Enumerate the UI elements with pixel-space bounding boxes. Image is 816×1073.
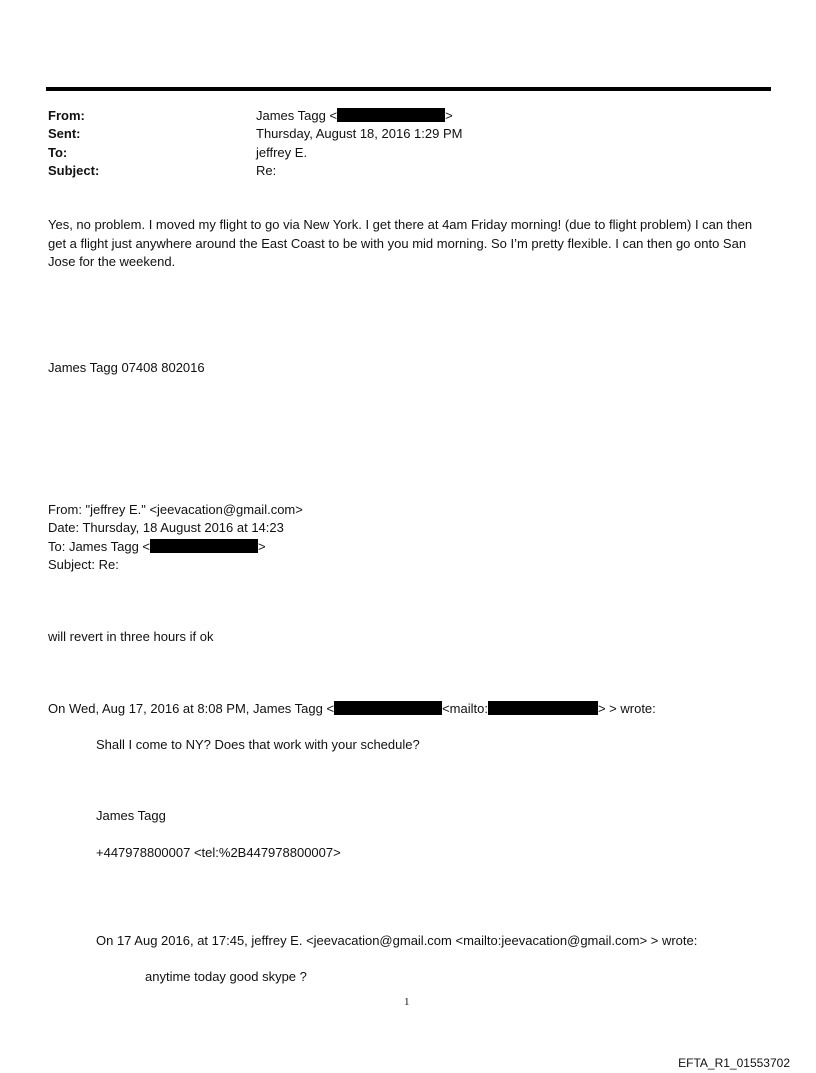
quote1-message: Shall I come to NY? Does that work with your schedule? [96,737,420,752]
quote1-intro-suffix: > > wrote: [597,701,656,716]
to-label: To: [48,145,68,160]
signature: James Tagg 07408 802016 [48,360,205,375]
subject-value: Re: [256,163,277,178]
quote1-intro-prefix: On Wed, Aug 17, 2016 at 8:08 PM, James Tagg < [48,701,335,716]
redaction-box [337,108,445,122]
fwd-date: Date: Thursday, 18 August 2016 at 14:23 [48,520,284,535]
redaction-box [150,539,258,553]
redaction-box [488,701,598,715]
to-value: jeffrey E. [256,145,308,160]
quote1-intro-mid: <mailto: [442,701,488,716]
sent-value: Thursday, August 18, 2016 1:29 PM [256,126,463,141]
quote1-intro [48,701,656,716]
subject-label: Subject: [48,163,100,178]
quote2-message: anytime today good skype ? [145,969,307,984]
fwd-to-prefix: To: James Tagg < [48,539,151,554]
fwd-message: will revert in three hours if ok [48,629,214,644]
fwd-to-suffix: > [258,539,266,554]
sent-label: Sent: [48,126,81,141]
document-id: EFTA_R1_01553702 [678,1056,790,1070]
quote1-sig-phone: +447978800007 <tel:%2B447978800007> [96,845,341,860]
page-number: 1 [404,996,410,1008]
fwd-subject: Subject: Re: [48,557,119,572]
from-value [256,108,453,123]
quote1-sig-name: James Tagg [96,808,166,823]
redaction-box [334,701,442,715]
from-end: > [445,108,453,123]
fwd-from: From: "jeffrey E." <jeevacation@gmail.com> [48,502,303,517]
body-paragraph: Yes, no problem. I moved my flight to go via New York. I get there at 4am Friday morning! (due to flight problem) I can then get a flight just anywhere around the East Coast to be with you mid morning. So I’m pretty flexible. I can then go onto San Jose for the weekend. [48,217,753,269]
header-divider [46,87,771,91]
from-label: From: [48,108,85,123]
quote2-intro: On 17 Aug 2016, at 17:45, jeffrey E. <jeevacation@gmail.com <mailto:jeevacation@gmail.com> > wrote: [96,933,698,948]
fwd-to [48,539,266,554]
from-name: James Tagg < [256,108,338,123]
